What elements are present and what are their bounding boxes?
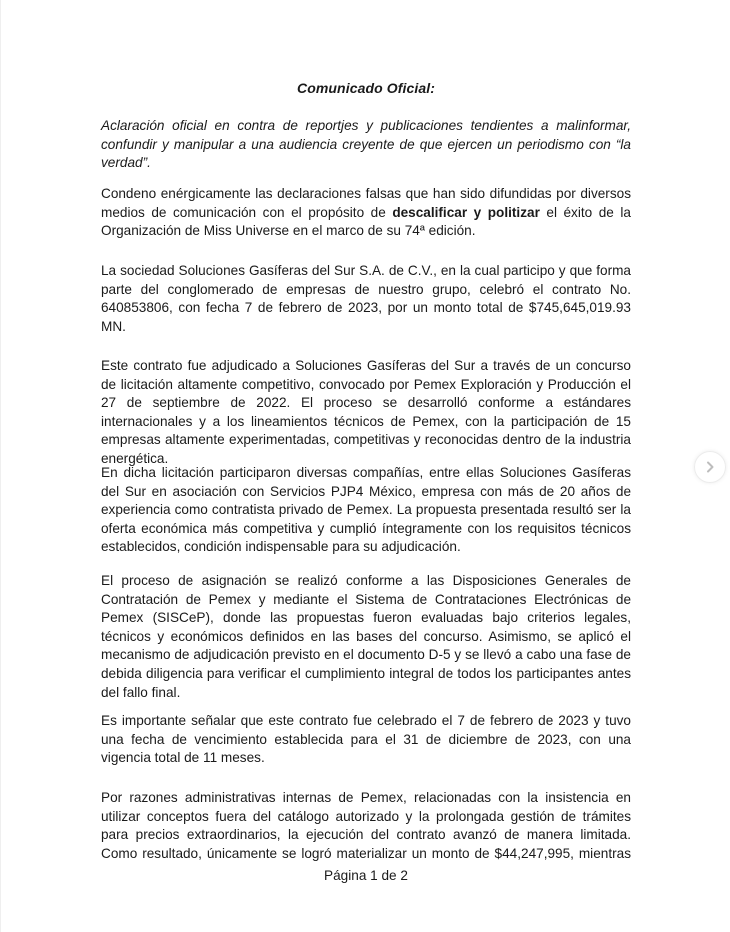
chevron-right-icon: [703, 460, 717, 474]
document-title: Comunicado Oficial:: [296, 80, 436, 96]
paragraph-contract-dates: Es importante señalar que este contrato fue celebrado el 7 de febrero de 2023 y tuvo una fecha de vencimiento establecida para el 31 de diciembre de 2023, con una vigencia total de 11 meses.: [101, 713, 631, 766]
paragraph-assignment-process: El proceso de asignación se realizó conforme a las Disposiciones Generales de Contratación de Pemex y mediante el Sistema de Contrataciones Electrónicas de Pemex (SISCeP), donde las propuestas fueron evaluadas bajo criterios legales, técnicos y económicos definidos en las bases del concurso. Asimismo, se aplicó el mecanismo de adjudicación previsto en el documento D-5 y se llevó a cabo una fase de debida diligencia para verificar el cumplimiento integral de todos los participantes antes del fallo final.: [101, 573, 631, 700]
paragraph-text: el éxito de la Organización de Miss Universe en el marco de su 74ª edición.: [101, 204, 631, 239]
page-edge-divider: [0, 0, 1, 932]
paragraph-bidding: En dicha licitación participaron diversas compañías, entre ellas Soluciones Gasíferas del Sur en asociación con Servicios PJP4 México, empresa con más de 20 años de experiencia como contratista privado de Pemex. La propuesta presentada resultó ser la oferta económica más competitiva y cumplió íntegramente con los requisitos técnicos establecidos, condición indispensable para su adjudicación.: [101, 465, 631, 555]
page-number: Página 1 de 2: [324, 868, 408, 883]
paragraph-adjudication: Este contrato fue adjudicado a Soluciones Gasíferas del Sur a través de un concurso de licitación altamente competitivo, convocado por Pemex Exploración y Producción el 27 de septiembre de 2022. El proceso se desarrolló conforme a estándares internacionales y a los lineamientos técnicos de Pemex, con la participación de 15 empresas altamente experimentadas, competitivas y reconocidas dentro de la industria energética.: [101, 358, 631, 466]
paragraph-condemnation: [101, 185, 631, 241]
paragraph-text: Condeno enérgicamente las declaraciones falsas que han sido difundidas por diversos medios de comunicación con el propósito de: [101, 186, 631, 220]
emphasis-text: descalificar y politizar: [392, 204, 540, 220]
intro-paragraph: Aclaración oficial en contra de reportjes y publicaciones tendientes a malinformar, confundir y manipular a una audiencia creyente de que ejercen un periodismo con “la verdad”.: [101, 118, 631, 171]
paragraph-execution: Por razones administrativas internas de Pemex, relacionadas con la insistencia en utilizar conceptos fuera del catálogo autorizado y la prolongada gestión de trámites para precios extraordinarios, la ejecución del contrato avanzó de manera limitada. Como resultado, únicamente se logró materializar un monto de $44,247,995, mientras: [101, 790, 631, 861]
next-page-button[interactable]: [694, 451, 726, 483]
paragraph-company-contract: La sociedad Soluciones Gasíferas del Sur S.A. de C.V., en la cual participo y que forma parte del conglomerado de empresas de nuestro grupo, celebró el contrato No. 640853806, con fecha 7 de febrero de 2023, por un monto total de $745,645,019.93 MN.: [101, 263, 631, 334]
